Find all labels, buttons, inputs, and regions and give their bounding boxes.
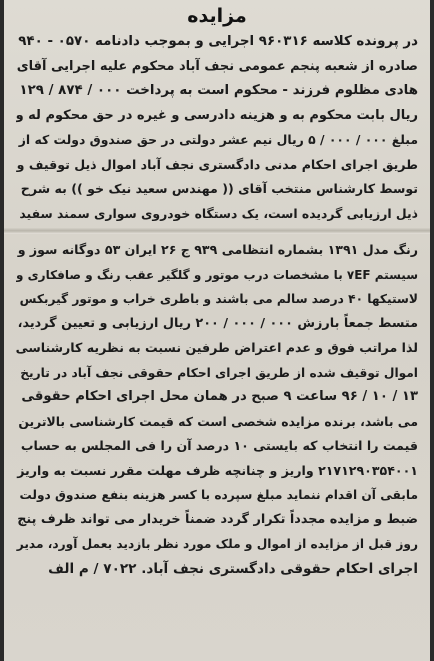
text-line: لذا مراتب فوق و عدم اعتراض طرفین نسبت به نظریه کارشناسی (16, 340, 418, 355)
text-line: توسط کارشناس منتخب آقای (( مهندس سعید نیک خو )) به شرح (20, 181, 418, 196)
text-line: مابقی آن اقدام ننماید مبلغ سپرده با کسر هزینه بنفع صندوق دولت (19, 488, 418, 502)
text-line: ریال بابت محکوم به و هزینه دادرسی و غیره در حق محکوم له و (16, 107, 418, 123)
text-line: رنگ مدل ۱۳۹۱ بشماره انتظامی ۹۳۹ ج ۲۶ ایران ۵۳ دوگانه سوز و (17, 242, 418, 257)
text-line: طریق اجرای احکام مدنی دادگستری نجف آباد اموال ذیل توقیف و (16, 156, 418, 172)
text-line: ذیل ارزیابی گردیده است، یک دستگاه خودروی سواری سمند سفید (19, 205, 418, 221)
text-line: صادره از شعبه پنجم عمومی نجف آباد محکوم علیه اجرایی آقای (16, 58, 418, 74)
text-line: سیستم ۷EF با مشخصات درب موتور و گلگیر عقب رنگ و صافکاری و (16, 267, 418, 282)
text-line: روز قبل از مزایده از اموال و ملک مورد نظر بازدید بعمل آورد، مدیر (16, 537, 418, 551)
text-line: متسط جمعاً بارزش ۰۰۰ / ۰۰۰ / ۲۰۰ ریال ارزیابی و تعیین گردید، (17, 315, 418, 331)
text-line: در پرونده کلاسه ۹۶۰۳۱۶ اجرایی و بموجب دادنامه ۰۵۷۰ - ۹۴۰ (18, 34, 418, 49)
text-line: ۱۳ / ۱۰ / ۹۶ ساعت ۹ صبح در همان محل اجرای احکام حقوقی (21, 389, 418, 404)
text-line: ضبط و مزایده مجدداً تکرار گردد ضمناً خریدار می تواند ظرف پنج (17, 511, 418, 527)
text-line: اجرای احکام حقوقی دادگستری نجف آباد. ۷۰۲۲ / م الف (48, 560, 418, 577)
notice-headline: مزایده (187, 5, 247, 27)
paper-fold (4, 228, 430, 234)
text-line: قیمت را انتخاب که بایستی ۱۰ درصد آن را فی المجلس به حساب (20, 438, 418, 453)
text-line: می باشد، برنده مزایده شخصی است که قیمت کارشناسی بالاترین (18, 413, 418, 429)
notice-paragraph-1 (16, 30, 418, 226)
notice-paragraph-2 (16, 238, 418, 581)
text-line: اموال توقیف شده از طریق اجرای احکام حقوقی نجف آباد در تاریخ (20, 365, 418, 380)
text-line: لاستیکها ۴۰ درصد سالم می باشند و باطری خراب و موتور گیربکس (19, 292, 418, 306)
text-line: هادی مظلوم فرزند - محکوم است به پرداخت ۰۰۰ / ۸۷۴ / ۱۲۹ (19, 83, 418, 98)
text-line: ۲۱۷۱۲۹۰۳۵۴۰۰۱ واریز و چنانچه ظرف مهلت مقرر نسبت به واریز (17, 462, 418, 478)
text-line: مبلغ ۰۰۰ / ۰۰۰ / ۵ ریال نیم عشر دولتی در حق صندوق دولت که از (18, 132, 418, 147)
